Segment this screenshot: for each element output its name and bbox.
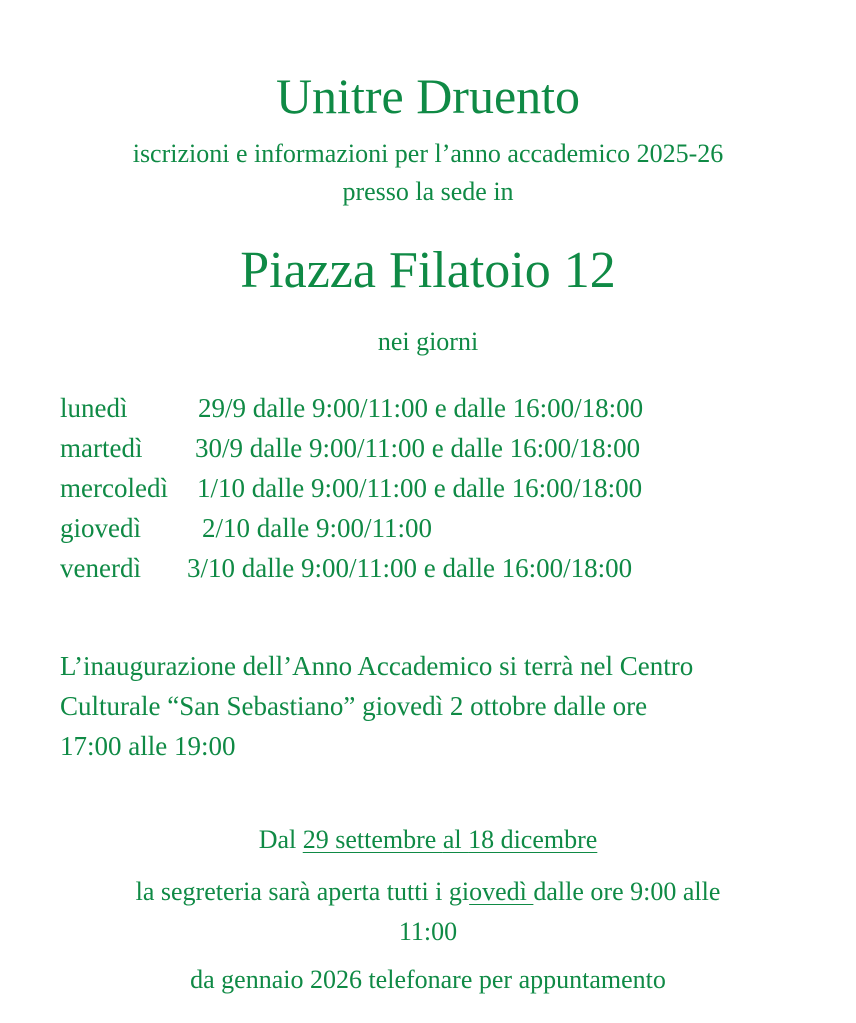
office-hours-day: ovedì bbox=[469, 877, 534, 906]
schedule-times: 30/9 dalle 9:00/11:00 e dalle 16:00/18:00 bbox=[195, 433, 641, 463]
schedule-day: mercoledì bbox=[60, 473, 168, 503]
schedule-list bbox=[60, 388, 643, 588]
office-period-start: 29 settembre bbox=[302, 825, 443, 854]
schedule-times: 29/9 dalle 9:00/11:00 e dalle 16:00/18:00 bbox=[198, 393, 644, 423]
schedule-row-friday bbox=[60, 548, 643, 588]
schedule-times: 3/10 dalle 9:00/11:00 e dalle 16:00/18:00 bbox=[187, 553, 633, 583]
office-period-end: 18 dicembre bbox=[468, 825, 598, 854]
schedule-times: 2/10 dalle 9:00/11:00 bbox=[202, 513, 432, 543]
office-period-prefix: Dal bbox=[258, 825, 303, 854]
office-hours-line bbox=[0, 874, 856, 910]
schedule-day: giovedì bbox=[60, 513, 141, 543]
office-hours-suffix: dalle ore 9:00 alle bbox=[533, 877, 721, 906]
inauguration-line: L’inaugurazione dell’Anno Accademico si terrà nel Centro bbox=[60, 651, 694, 681]
schedule-row-wednesday bbox=[60, 468, 643, 508]
inauguration-line: 17:00 alle 19:00 bbox=[60, 731, 236, 761]
schedule-row-monday bbox=[60, 388, 643, 428]
inauguration-line: Culturale “San Sebastiano” giovedì 2 ottobre dalle ore bbox=[60, 691, 648, 721]
days-intro: nei giorni bbox=[377, 327, 479, 356]
office-period-mid: al bbox=[442, 825, 469, 854]
schedule-row-thursday bbox=[60, 508, 643, 548]
address-heading: Piazza Filatoio 12 bbox=[240, 242, 616, 299]
subtitle-enrollment: iscrizioni e informazioni per l’anno accademico 2025-26 bbox=[132, 139, 724, 168]
subtitle-location-intro: presso la sede in bbox=[342, 177, 514, 206]
office-period bbox=[0, 822, 856, 858]
january-note: da gennaio 2026 telefonare per appuntamento bbox=[190, 965, 666, 994]
page-title: Unitre Druento bbox=[275, 68, 581, 124]
schedule-day: venerdì bbox=[60, 553, 141, 583]
schedule-row-tuesday bbox=[60, 428, 643, 468]
office-hours-end: 11:00 bbox=[398, 917, 458, 946]
inauguration-paragraph bbox=[60, 646, 830, 766]
schedule-day: martedì bbox=[60, 433, 143, 463]
schedule-day: lunedì bbox=[60, 393, 128, 423]
schedule-times: 1/10 dalle 9:00/11:00 e dalle 16:00/18:00 bbox=[197, 473, 643, 503]
office-hours-prefix: la segreteria sarà aperta tutti i gi bbox=[135, 877, 470, 906]
